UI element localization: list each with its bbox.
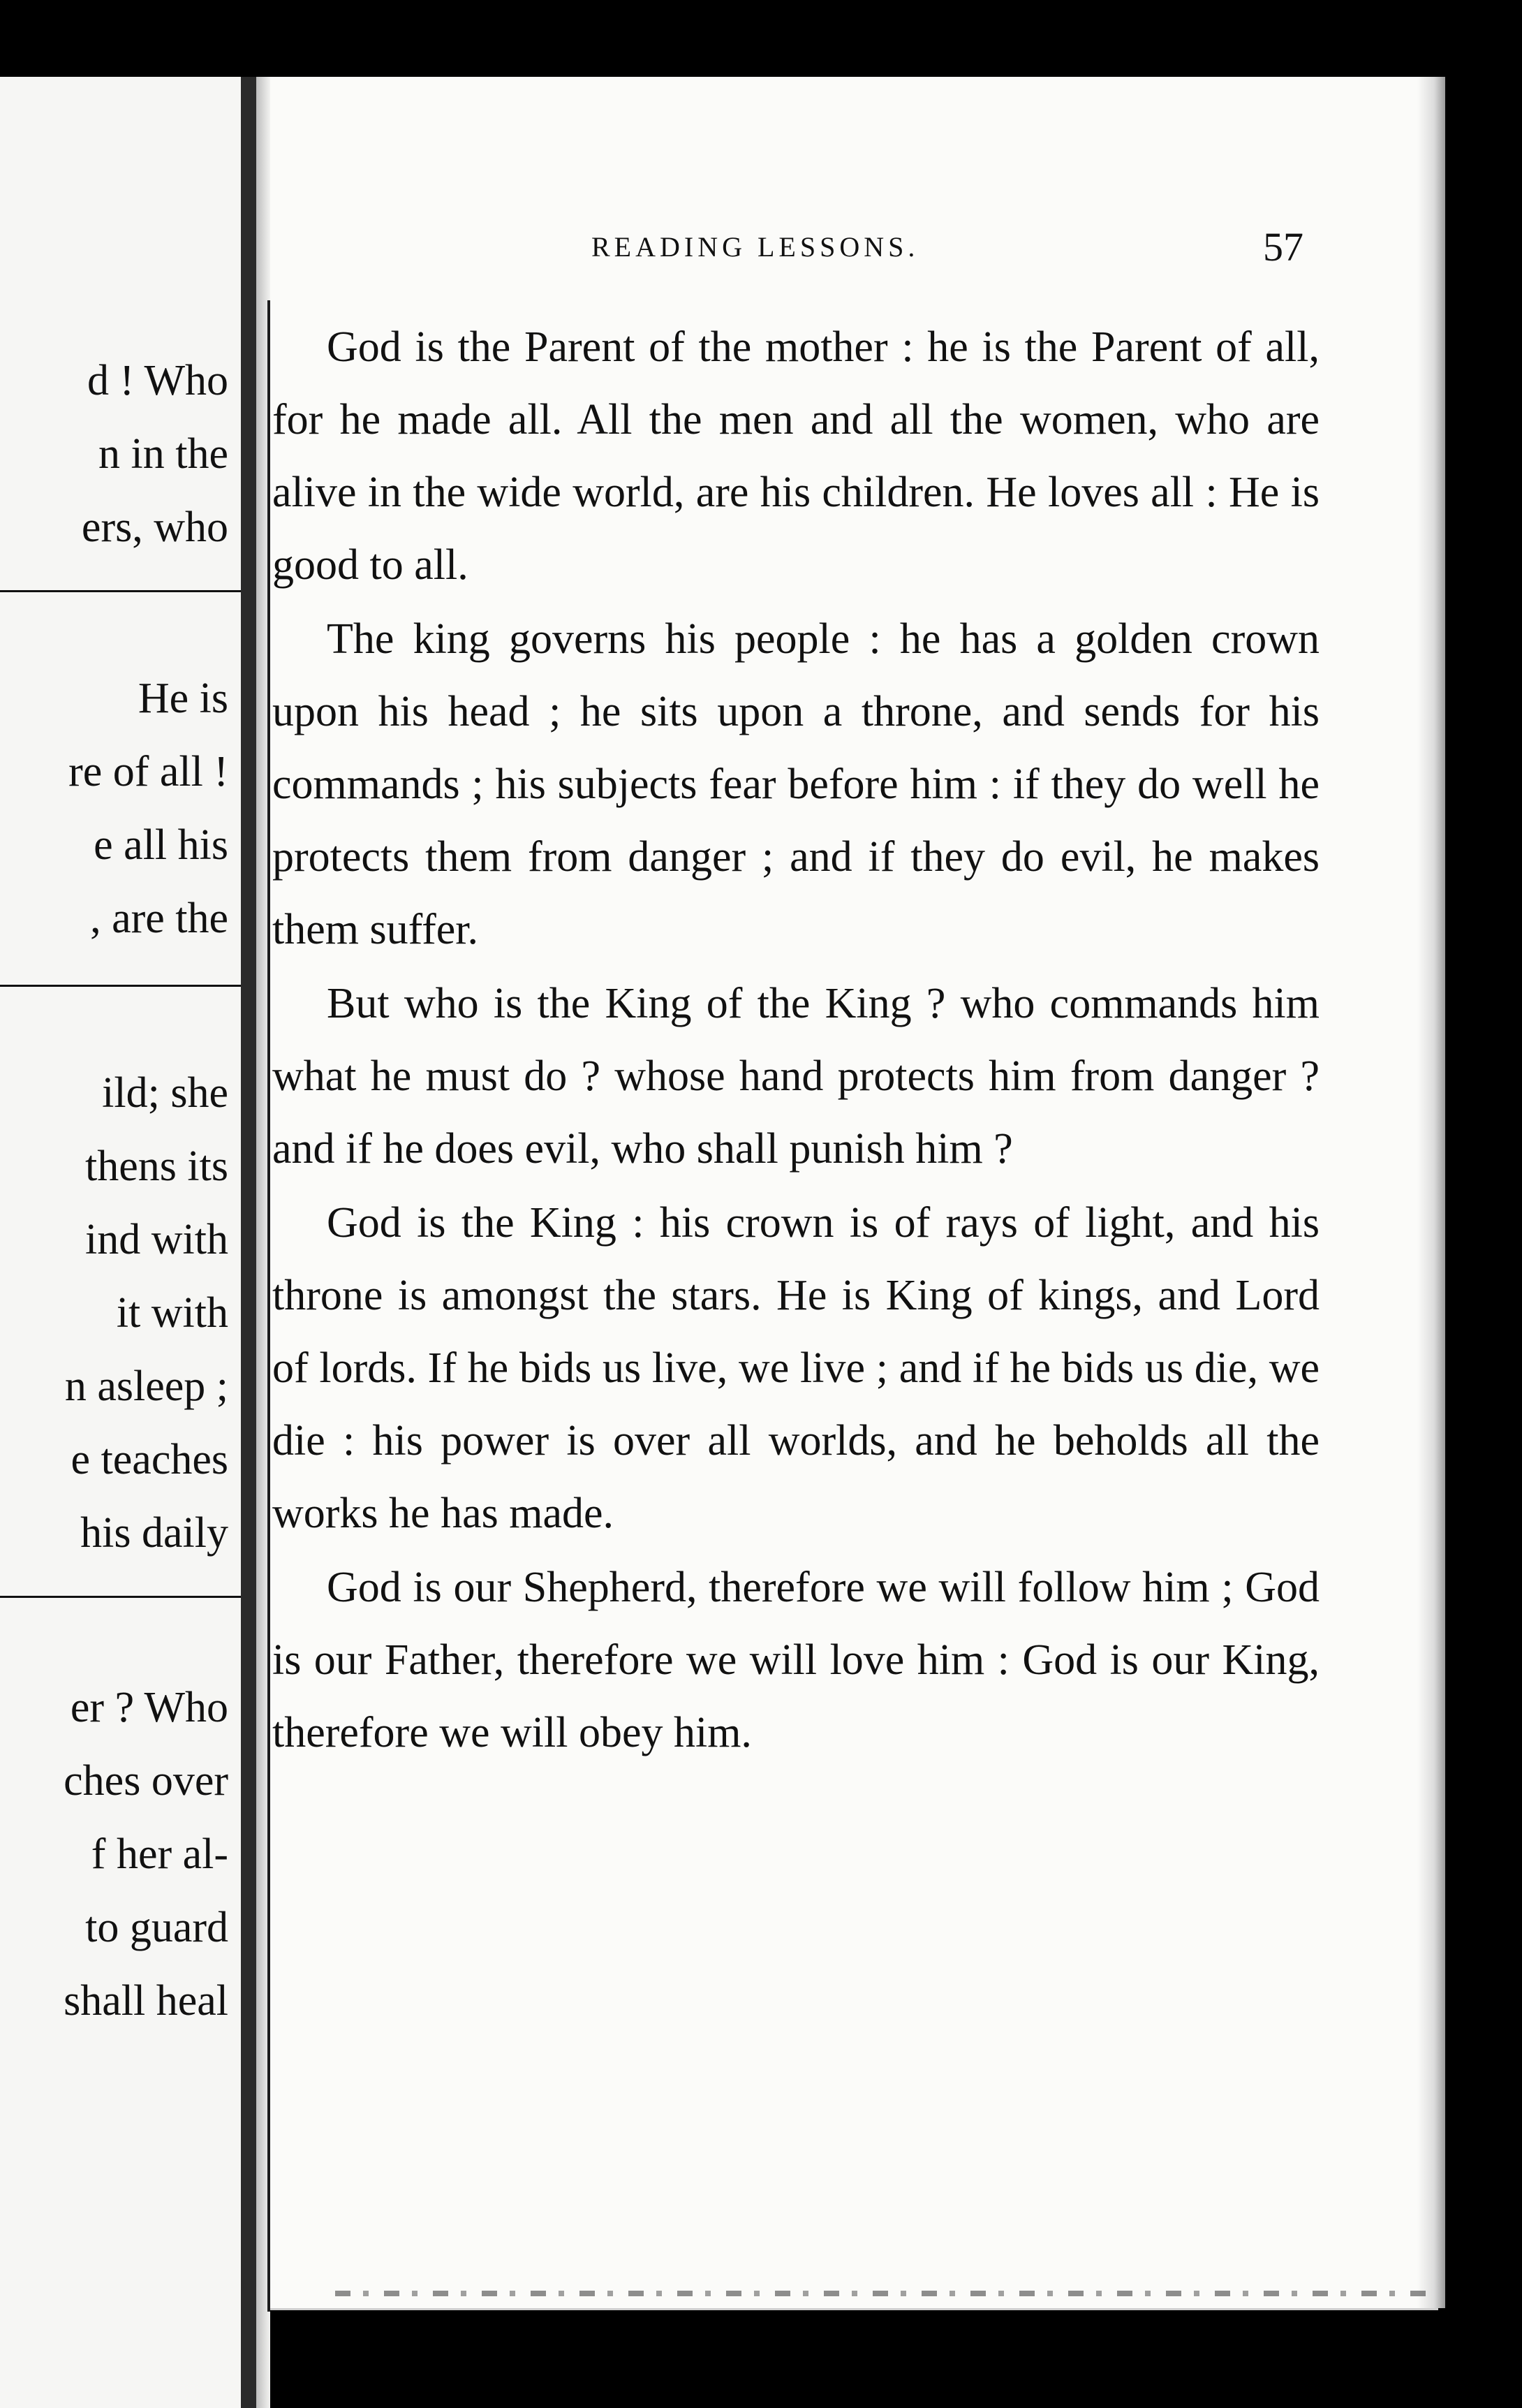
left-page-divider <box>0 1596 241 1598</box>
left-page-fragment <box>0 77 241 2408</box>
paragraph: God is the King : his crown is of rays of light, and his throne is amongst the stars. He is King of kings, and Lord of lords. If he bids us live, we live ; and if he bids us die, we die : his power is over all worlds, and he beholds all the works he has made. <box>272 1199 1320 1537</box>
left-page-line: , are the <box>90 895 228 942</box>
running-title: READING LESSONS. <box>591 231 919 263</box>
left-page-line: f her al- <box>91 1830 228 1878</box>
left-page-line: his daily <box>80 1509 228 1557</box>
left-page-line: d ! Who <box>87 357 228 404</box>
left-page-divider <box>0 590 241 592</box>
left-page-line: e all his <box>94 821 228 869</box>
paragraph: The king governs his people : he has a golden crown upon his head ; he sits upon a throne, and sends for his commands ; his subjects fear before him : if they do well he protects them from danger ; and if they do evil, he makes them suffer. <box>272 615 1320 953</box>
page-header <box>270 224 1438 286</box>
inner-margin-rule <box>267 300 270 2312</box>
left-page-line: ers, who <box>81 504 228 551</box>
left-page-divider <box>0 985 241 987</box>
left-page-line: shall heal <box>64 1977 228 2025</box>
left-page-line: ild; she <box>102 1069 228 1117</box>
page-number: 57 <box>1263 224 1303 270</box>
left-page-line: He is <box>138 675 228 722</box>
book-gutter <box>241 77 256 2408</box>
page-body <box>272 311 1320 1770</box>
left-page-line: n in the <box>98 430 228 478</box>
left-page-line: e teaches <box>71 1436 228 1483</box>
bottom-edge-smudge <box>335 2291 1438 2296</box>
paragraph: But who is the King of the King ? who commands him what he must do ? whose hand protects him from danger ? and if he does evil, who shall punish him ? <box>272 980 1320 1173</box>
paragraph: God is the Parent of the mother : he is the Parent of all, for he made all. All the men and all the women, who are alive in the wide world, are his children. He loves all : He is good to all. <box>272 323 1320 589</box>
left-page-line: ind with <box>85 1216 228 1263</box>
left-page-line: re of all ! <box>68 748 228 795</box>
paragraph: God is our Shepherd, therefore we will follow him ; God is our Father, therefore we will love him : God is our King, therefore we will obey him. <box>272 1564 1320 1756</box>
left-page-text <box>0 77 228 2408</box>
left-page-line: er ? Who <box>70 1684 228 1731</box>
left-page-line: ches over <box>64 1757 228 1805</box>
left-page-line: it with <box>116 1289 228 1337</box>
left-page-line: to guard <box>85 1904 228 1951</box>
left-page-line: thens its <box>85 1143 228 1190</box>
page-edge-shadow <box>1417 77 1445 2308</box>
left-page-line: n asleep ; <box>64 1363 228 1410</box>
